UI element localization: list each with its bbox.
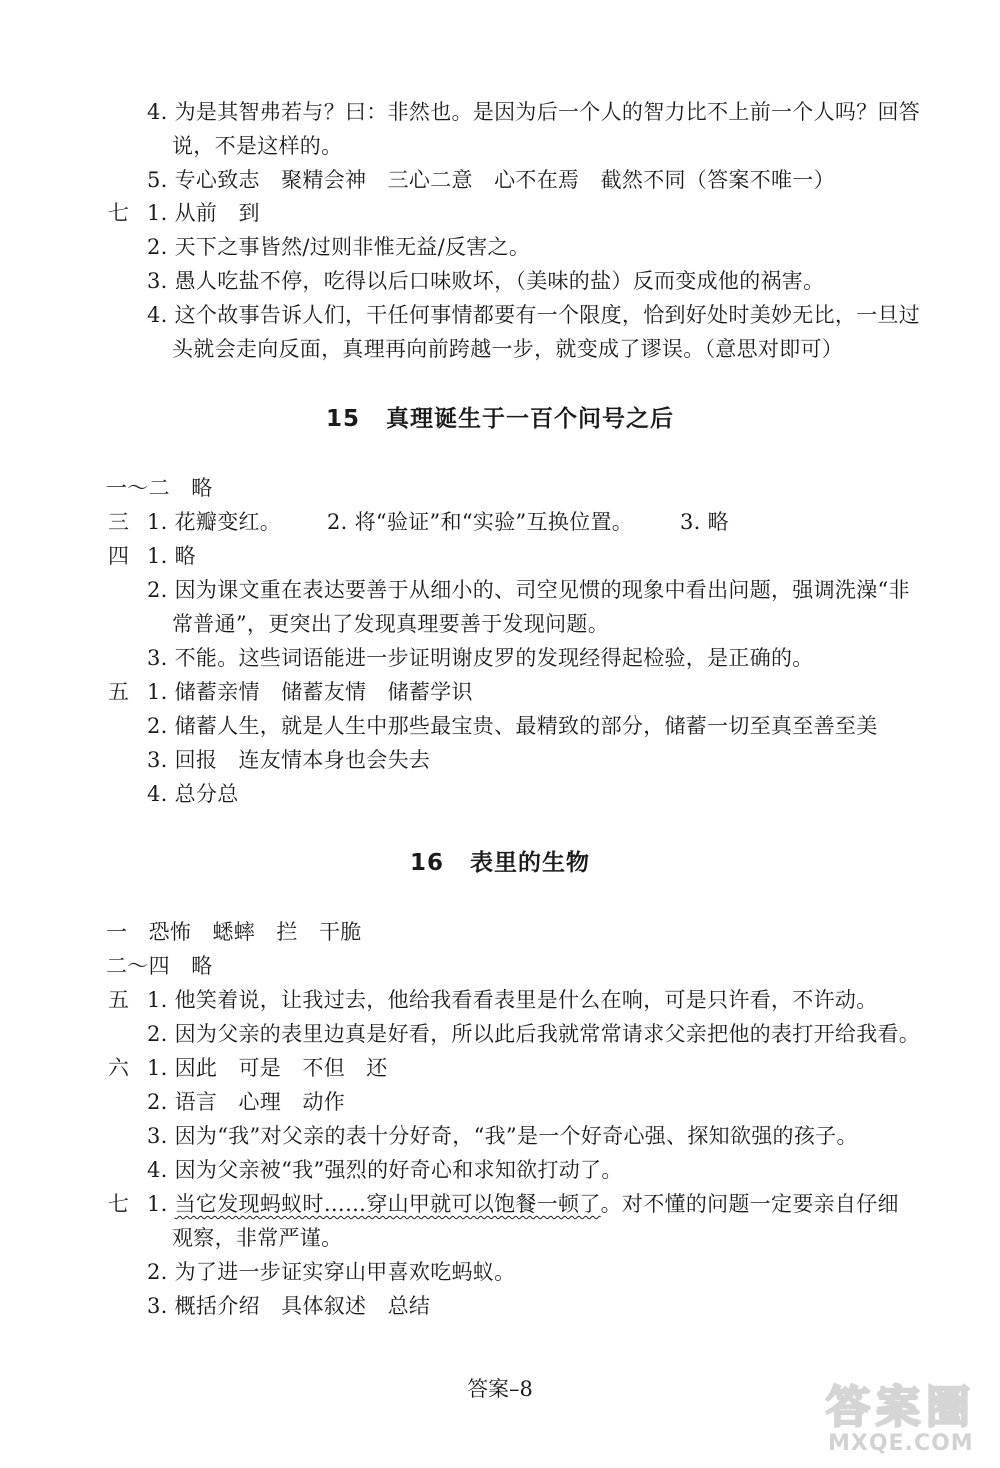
l16-section-1: 一 恐怖 蟋蟀 拦 干脆	[106, 920, 362, 944]
l16-s7-1-rest: 。对不懂的问题一定要亲自仔细	[600, 1192, 899, 1216]
prev-section-7-label: 七	[108, 201, 129, 225]
l16-s7-2: 2. 为了进一步证实穿山甲喜欢吃蚂蚁。	[147, 1260, 516, 1284]
l16-s7-1-line1	[147, 1190, 899, 1218]
watermark-url: MXQE.COM	[828, 1431, 974, 1456]
l16-s7-3: 3. 概括介绍 具体叙述 总结	[147, 1294, 431, 1318]
l16-s5-1: 1. 他笑着说，让我过去，他给我看看表里是什么在响，可是只许看，不许动。	[147, 988, 878, 1012]
lesson-16-title: 表里的生物	[470, 850, 590, 876]
l16-s7-1-underlined-quote: 当它发现蚂蚁时……穿山甲就可以饱餐一顿了	[174, 1192, 601, 1216]
page-number-footer: 答案–8	[467, 1377, 533, 1401]
l16-s6-2: 2. 语言 心理 动作	[147, 1090, 346, 1114]
watermark-char-1: 答	[826, 1382, 870, 1433]
l16-s6-4: 4. 因为父亲被“我”强烈的好奇心和求知欲打动了。	[147, 1158, 623, 1182]
l16-section-5-label: 五	[108, 988, 129, 1012]
watermark-char-3: 圈	[926, 1382, 970, 1433]
l15-s4-3: 3. 不能。这些词语能进一步证明谢皮罗的发现经得起检验，是正确的。	[147, 646, 814, 670]
prev-q7-1: 1. 从前 到	[147, 201, 260, 225]
lesson-16-number: 16	[409, 850, 444, 876]
l15-s5-4: 4. 总分总	[147, 782, 239, 806]
prev-q7-4-line2: 头就会走向反面，真理再向前跨越一步，就变成了谬误。（意思对即可）	[172, 337, 844, 361]
l15-s5-3: 3. 回报 连友情本身也会失去	[147, 748, 431, 772]
l16-s7-1-line2: 观察，非常严谨。	[172, 1226, 343, 1250]
l15-s3-2: 2. 将“验证”和“实验”互换位置。	[327, 510, 634, 534]
prev-q4-line1: 4. 为是其智弗若与？曰：非然也。是因为后一个人的智力比不上前一个人吗？回答	[147, 100, 921, 124]
l15-s4-1: 1. 略	[147, 544, 196, 568]
lesson-15-title: 真理诞生于一百个问号之后	[386, 406, 674, 432]
l16-s6-3: 3. 因为“我”对父亲的表十分好奇，“我”是一个好奇心强、探知欲强的孩子。	[147, 1124, 858, 1148]
l16-s5-2: 2. 因为父亲的表里边真是好看，所以此后我就常常请求父亲把他的表打开给我看。	[147, 1022, 921, 1046]
l15-s4-2-line2: 常普通”，更突出了发现真理要善于发现问题。	[172, 612, 610, 636]
prev-q5: 5. 专心致志 聚精会神 三心二意 心不在焉 截然不同（答案不唯一）	[147, 168, 835, 192]
lesson-15-heading	[0, 404, 1000, 434]
l15-s4-2-line1: 2. 因为课文重在表达要善于从细小的、司空见惯的现象中看出问题，强调洗澡“非	[147, 578, 910, 602]
l16-s6-1: 1. 因此 可是 不但 还	[147, 1056, 388, 1080]
l16-section-7-label: 七	[108, 1192, 129, 1216]
l16-section-6-label: 六	[108, 1056, 129, 1080]
l16-s7-1-prefix: 1.	[147, 1192, 175, 1216]
site-watermark-logo	[822, 1376, 982, 1456]
lesson-16-heading	[0, 848, 1000, 878]
watermark-char-2: 案	[876, 1382, 920, 1433]
l15-section-5-label: 五	[108, 680, 129, 704]
prev-q7-4-line1: 4. 这个故事告诉人们，干任何事情都要有一个限度，恰到好处时美妙无比，一旦过	[147, 303, 921, 327]
prev-q7-3: 3. 愚人吃盐不停，吃得以后口味败坏，（美味的盐）反而变成他的祸害。	[147, 269, 825, 293]
l15-sections-1-2: 一～二 略	[106, 476, 213, 500]
l15-s5-1: 1. 储蓄亲情 储蓄友情 储蓄学识	[147, 680, 473, 704]
lesson-15-number: 15	[325, 406, 360, 432]
l15-s3-3: 3. 略	[680, 510, 729, 534]
l16-sections-2-4: 二～四 略	[106, 954, 213, 978]
l15-s3-1: 1. 花瓣变红。	[147, 510, 282, 534]
l15-section-4-label: 四	[108, 544, 129, 568]
l15-s5-2: 2. 储蓄人生，就是人生中那些最宝贵、最精致的部分，储蓄一切至真至善至美	[147, 714, 878, 738]
l15-section-3-label: 三	[108, 510, 129, 534]
prev-q4-line2: 说，不是这样的。	[172, 134, 343, 158]
prev-q7-2: 2. 天下之事皆然/过则非惟无益/反害之。	[147, 235, 531, 259]
